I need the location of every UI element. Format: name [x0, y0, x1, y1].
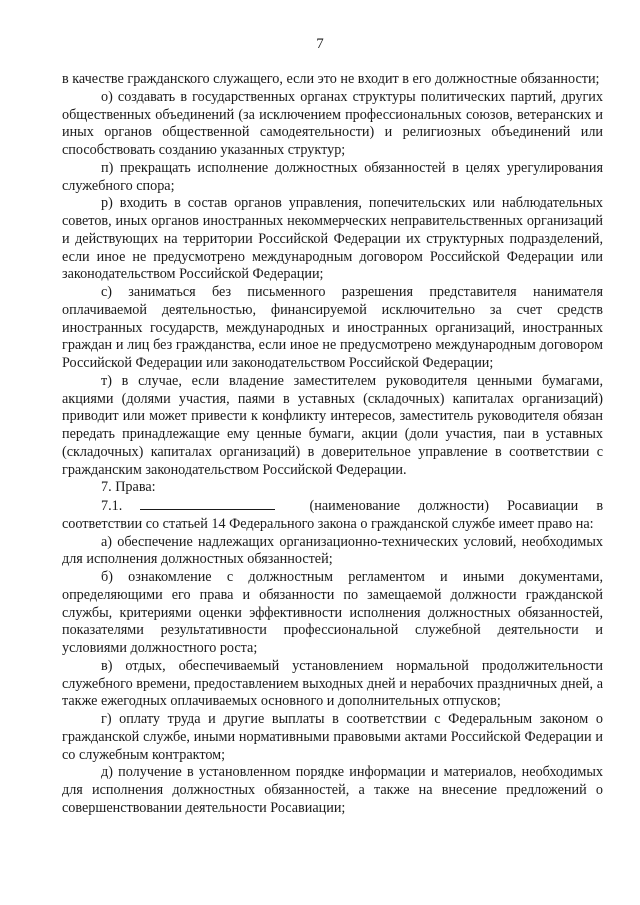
- paragraph-item-r: р) входить в состав органов управления, попечительских или наблюдательных советов, иных органов иностранных некоммерческих неправительственных организаций и действующих на территории Российской Федерации их структурных подразделений, если иное не предусмотрено международным договором Российской Федерации или законодательством Российской Федерации;: [62, 195, 603, 283]
- right-item-a: а) обеспечение надлежащих организационно-технических условий, необходимых для исполнения должностных обязанностей;: [62, 533, 603, 568]
- paragraph-item-o: о) создавать в государственных органах структуры политических партий, других общественных объединений (за исключением профессиональных союзов, ветеранских и иных органов общественной самодеятельности) и религиозных объединений или способствовать созданию указанных структур;: [62, 88, 603, 158]
- paragraph-item-t: т) в случае, если владение заместителем руководителя ценными бумагами, акциями (долями участия, паями в уставных (складочных) капиталах организаций) приводит или может привести к конфликту интересов, заместитель руководителя обязан передать принадлежащие ему ценные бумаги, акции (доли участия, паи в уставных (складочных) капиталах организаций) в доверительное управление в соответствии с гражданским законодательством Российской Федерации.: [62, 372, 603, 478]
- paragraph-item-s: с) заниматься без письменного разрешения представителя нанимателя оплачиваемой деятельностью, финансируемой исключительно за счет средств иностранных государств, международных и иностранных организаций, иностранных граждан и лиц без гражданства, если иное не предусмотрено международным договором Российской Федерации или законодательством Российской Федерации;: [62, 284, 603, 371]
- clause-7-1: [62, 497, 603, 534]
- right-item-d: д) получение в установленном порядке информации и материалов, необходимых для исполнения должностных обязанностей, а также на внесение предложений о совершенствовании деятельности Росавиации;: [62, 764, 603, 816]
- section-heading-rights: 7. Права:: [101, 479, 156, 496]
- paragraph-item-p: п) прекращать исполнение должностных обязанностей в целях урегулирования служебного спора;: [62, 159, 603, 194]
- right-item-g: г) оплату труда и другие выплаты в соответствии с Федеральным законом о гражданской службе, иными нормативными правовыми актами Российской Федерации и со служебным контрактом;: [62, 711, 603, 763]
- clause-number: 7.1.: [101, 498, 123, 514]
- paragraph-continuation: в качестве гражданского служащего, если это не входит в его должностные обязанности;: [62, 71, 600, 87]
- page-number: 7: [316, 36, 324, 52]
- document-body: [62, 71, 603, 818]
- right-item-v: в) отдых, обеспечиваемый установлением нормальной продолжительности служебного времени, предоставлением выходных дней и нерабочих праздничных дней, а также ежегодных оплачиваемых основного и дополнительных отпусков;: [62, 657, 603, 710]
- right-item-b: б) ознакомление с должностным регламентом и иными документами, определяющими его права и обязанности по замещаемой должности гражданской службы, критериями оценки эффективности исполнения должностных обязанностей, показателями результативности профессиональной служебной деятельности и условиями должностного роста;: [62, 569, 603, 656]
- fill-in-blank: [140, 497, 275, 510]
- clause-text: (наименование должности) Росавиации в соответствии со статьей 14 Федерального закона о гражданской службе имеет право на:: [62, 498, 604, 532]
